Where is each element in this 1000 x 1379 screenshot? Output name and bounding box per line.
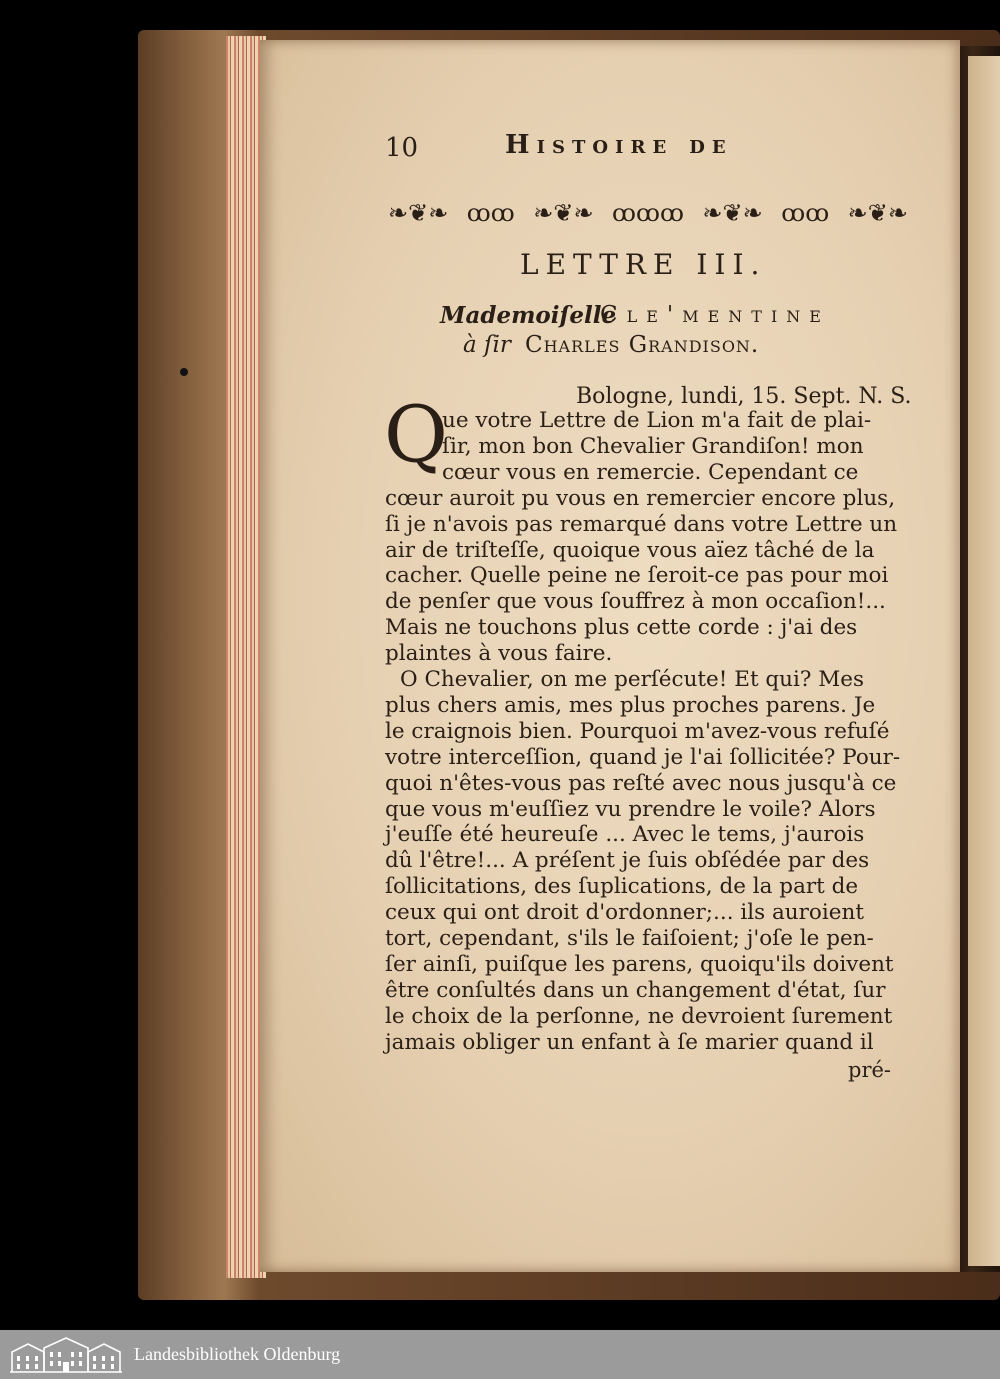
text-line: de penſer que vous ſouffrez à mon occaſion!... <box>385 589 886 615</box>
text-line: quoi n'êtes-vous pas reſté avec nous jusqu'à ce <box>385 770 897 796</box>
text-line: le craignois bien. Pourquoi m'avez-vous refuſé <box>385 718 890 744</box>
library-name: Landesbibliothek Oldenburg <box>134 1344 341 1364</box>
text-line: ſir, mon bon Chevalier Grandiſon! mon <box>442 433 864 459</box>
text-line: j'euſſe été heureuſe ... Avec le tems, j'aurois <box>385 822 865 848</box>
recipient-name: Charles Grandison. <box>525 332 760 358</box>
text-line: plus chers amis, mes plus proches parens. Je <box>385 692 876 718</box>
sender-name: Cle'mentine <box>600 302 830 328</box>
ornament-piece: ꝏꝏ <box>466 199 515 227</box>
text-line: ſer ainſi, puiſque les parens, quoiqu'ils doivent <box>385 951 894 977</box>
text-line: cœur vous en remercie. Cependant ce <box>442 459 859 485</box>
text-line: ſollicitations, des ſuplications, de la part de <box>385 874 859 900</box>
text-line: ſi je n'avois pas remarqué dans votre Lettre un <box>385 511 898 537</box>
recipient-prefix: à ſir <box>463 332 511 358</box>
text-line: jamais obliger un enfant à ſe marier quand il <box>385 1029 874 1055</box>
letter-title: LETTRE III. <box>520 248 767 281</box>
text-line: que vous m'euſſiez vu prendre le voile? Alors <box>385 796 876 822</box>
ornament-piece: ❧❦❧ <box>702 199 763 227</box>
text-line: cacher. Quelle peine ne ſeroit-ce pas pour moi <box>385 563 889 589</box>
ornament-piece: ꝏꝏꝏ <box>612 199 684 227</box>
text-line: votre interceſſion, quand je l'ai ſollicitée? Pour- <box>385 744 901 770</box>
catchword: pré- <box>848 1058 892 1082</box>
text-line: ceux qui ont droit d'ordonner;... ils auroient <box>385 900 864 926</box>
sender-prefix: Mademoiſelle <box>440 302 617 329</box>
text-line: dû l'être!... A préſent je ſuis obſédée par des <box>385 848 870 874</box>
facing-page-edge <box>968 56 1000 1266</box>
text-line: O Chevalier, on me perſécute! Et qui? Mes <box>400 667 865 692</box>
text-line: air de triſteſſe, quoique vous aïez tâché de la <box>385 537 875 563</box>
text-line: ue votre Lettre de Lion m'a fait de plai- <box>442 408 872 433</box>
ornament-band <box>388 200 908 226</box>
drop-cap: Q <box>384 390 448 480</box>
ornament-piece: ꝏꝏ <box>781 199 830 227</box>
text-line: tort, cependant, s'ils le faiſoient; j'oſe le pen- <box>385 926 874 951</box>
binding-nail-dot <box>180 368 188 376</box>
text-line: le choix de la perſonne, ne devroient ſurement <box>385 1003 893 1029</box>
text-line: plaintes à vous faire. <box>385 641 613 667</box>
text-line: être conſultés dans un changement d'état, ſur <box>385 977 886 1003</box>
page-number: 10 <box>385 133 419 163</box>
running-title: Histoire de <box>505 130 733 160</box>
ornament-piece: ❧❦❧ <box>847 199 908 227</box>
text-line: cœur auroit pu vous en remercier encore plus, <box>385 485 896 511</box>
library-building-icon <box>8 1334 124 1374</box>
dateline: Bologne, lundi, 15. Sept. N. S. <box>576 384 912 409</box>
ornament-piece: ❧❦❧ <box>533 199 594 227</box>
ornament-piece: ❧❦❧ <box>388 199 449 227</box>
text-line: Mais ne touchons plus cette corde : j'ai des <box>385 615 858 641</box>
